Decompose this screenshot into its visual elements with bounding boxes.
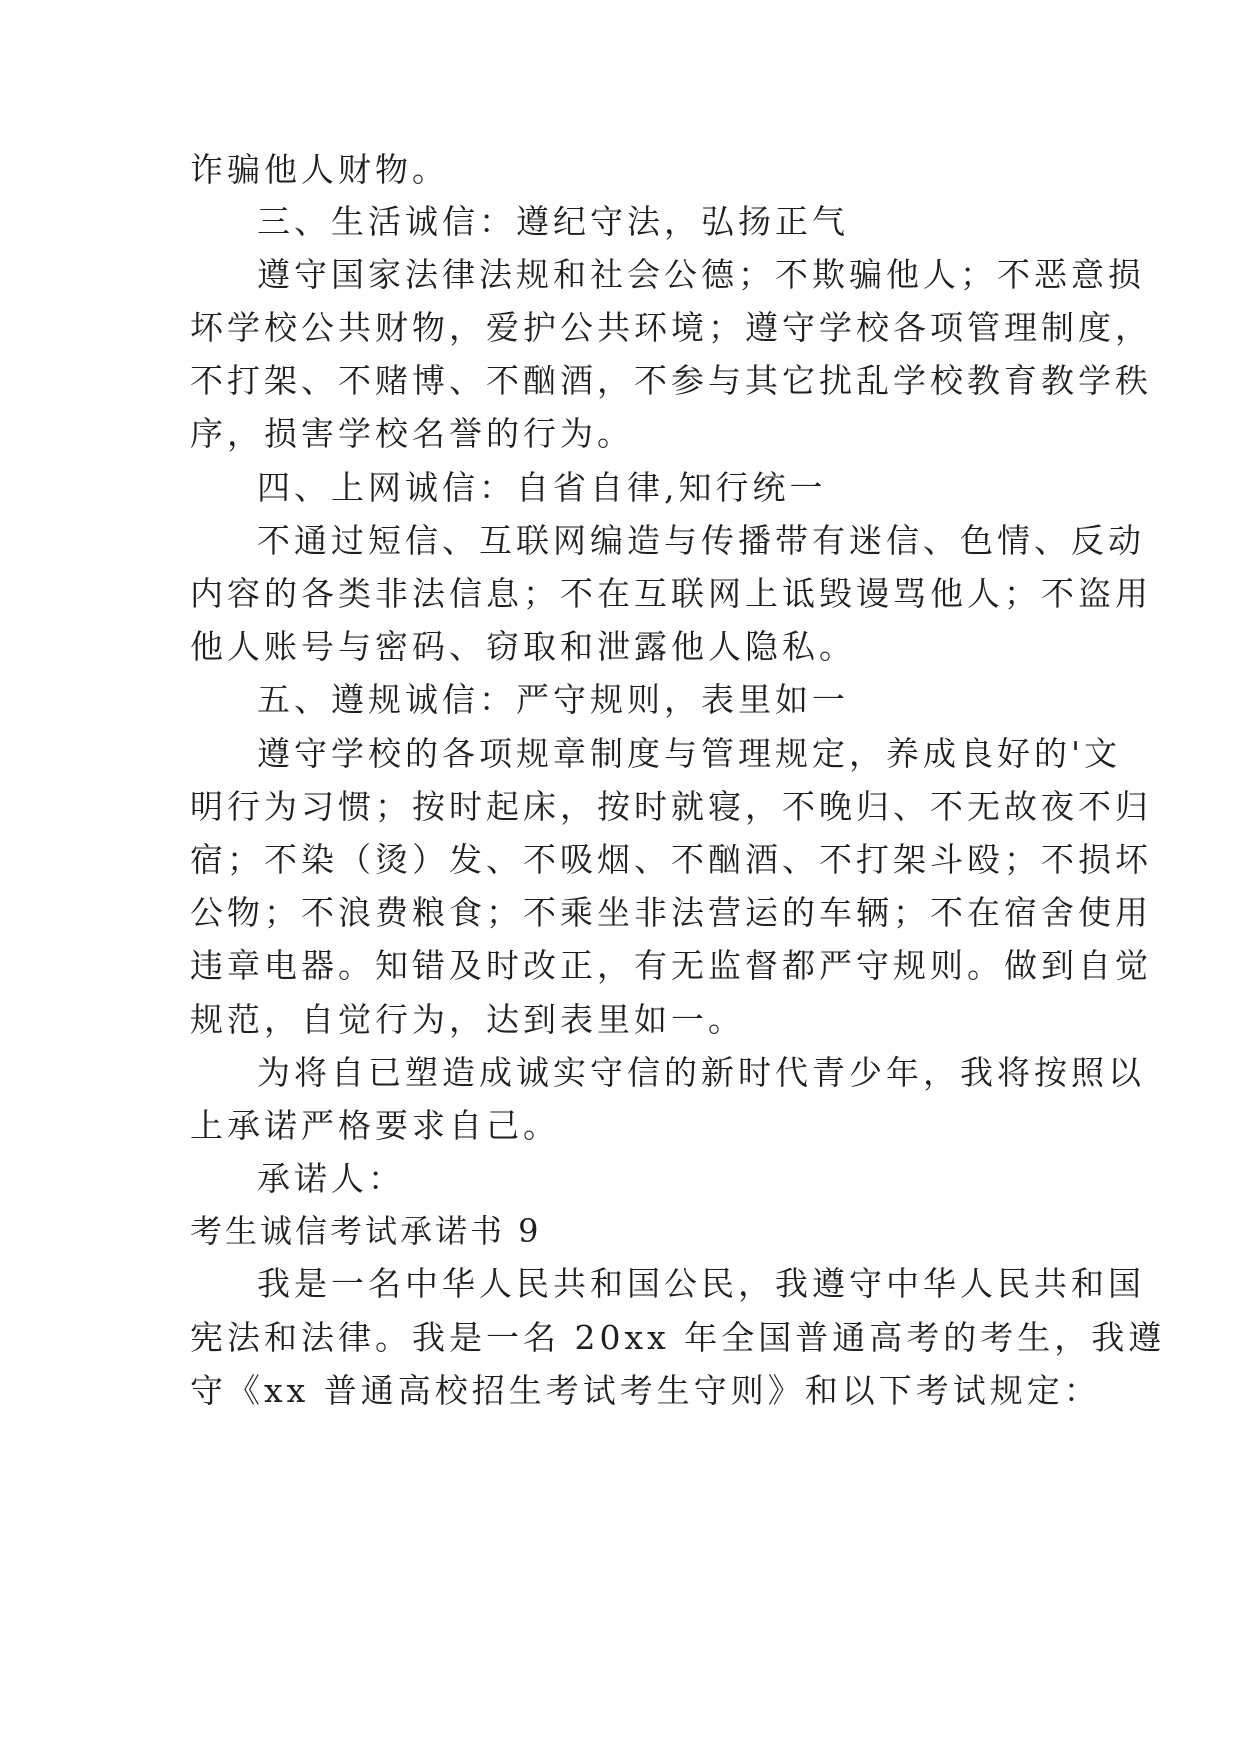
text-line: 诈骗他人财物。 — [190, 150, 449, 189]
text-line: 规范，自觉行为，达到表里如一。 — [190, 1000, 745, 1039]
section-heading: 三、生活诚信：遵纪守法，弘扬正气 — [257, 202, 849, 241]
text-line: 公物；不浪费粮食；不乘坐非法营运的车辆；不在宿舍使用 — [190, 893, 1152, 932]
text-line: 宪法和法律。我是一名 20xx 年全国普通高考的考生，我遵 — [190, 1318, 1166, 1357]
text-line: 守《xx 普通高校招生考试考生守则》和以下考试规定： — [190, 1371, 1101, 1410]
signature-label: 承诺人： — [257, 1159, 405, 1198]
text-line: 不通过短信、互联网编造与传播带有迷信、色情、反动 — [257, 521, 1145, 560]
text-line: 遵守国家法律法规和社会公德；不欺骗他人；不恶意损 — [257, 255, 1145, 294]
text-line: 内容的各类非法信息；不在互联网上诋毁谩骂他人；不盗用 — [190, 574, 1152, 613]
text-line: 坏学校公共财物，爱护公共环境；遵守学校各项管理制度， — [190, 308, 1152, 347]
text-line: 上承诺严格要求自己。 — [190, 1106, 560, 1145]
text-line: 违章电器。知错及时改正，有无监督都严守规则。做到自觉 — [190, 946, 1152, 985]
text-line: 我是一名中华人民共和国公民，我遵守中华人民共和国 — [257, 1264, 1145, 1303]
text-line: 他人账号与密码、窃取和泄露他人隐私。 — [190, 627, 856, 666]
document-title: 考生诚信考试承诺书 9 — [190, 1212, 542, 1250]
text-line: 为将自已塑造成诚实守信的新时代青少年，我将按照以 — [257, 1053, 1145, 1092]
text-line: 遵守学校的各项规章制度与管理规定，养成良好的'文 — [257, 734, 1122, 773]
text-line: 不打架、不赌博、不酗酒，不参与其它扰乱学校教育教学秩 — [190, 361, 1152, 400]
text-line: 序，损害学校名誉的行为。 — [190, 414, 634, 453]
text-line: 明行为习惯；按时起床，按时就寝，不晚归、不无故夜不归 — [190, 787, 1152, 826]
section-heading: 五、遵规诚信：严守规则，表里如一 — [257, 680, 849, 719]
section-heading: 四、上网诚信：自省自律,知行统一 — [257, 468, 827, 507]
text-line: 宿；不染（烫）发、不吸烟、不酗酒、不打架斗殴；不损坏 — [190, 840, 1152, 879]
